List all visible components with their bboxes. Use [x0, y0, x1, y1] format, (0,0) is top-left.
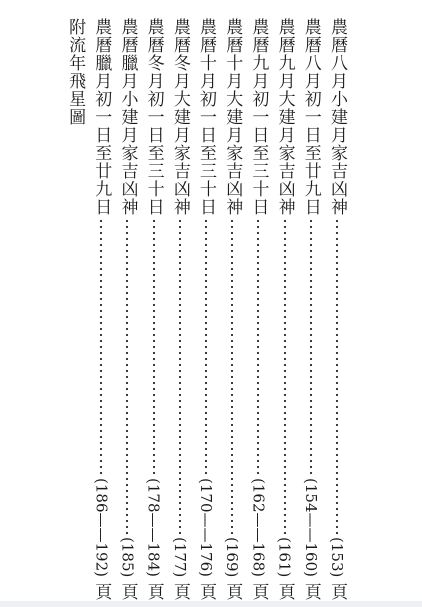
toc-entry [88, 18, 114, 600]
toc-entry [114, 18, 140, 600]
leader-dots [178, 218, 182, 535]
leader-dots [256, 218, 260, 476]
leader-dots [204, 218, 208, 476]
page-suffix: 頁 [300, 583, 321, 600]
entry-page: (177) [170, 536, 189, 577]
entry-page: (186——192) [92, 478, 111, 577]
toc-entry [272, 18, 298, 600]
entry-page: (178——184) [144, 478, 163, 577]
toc-entry [219, 18, 245, 600]
page-suffix: 頁 [274, 583, 295, 600]
toc-entry [193, 18, 219, 600]
leader-dots [283, 218, 287, 535]
page-suffix: 頁 [117, 583, 138, 600]
leader-dots [125, 218, 129, 535]
entry-page: (154——160) [301, 478, 320, 577]
page-suffix: 頁 [248, 583, 269, 600]
page-suffix: 頁 [326, 583, 347, 600]
viewer-bottom-bar [0, 601, 422, 607]
leader-dots [335, 218, 339, 535]
entry-title: 農曆八月初一日至廿九日 [300, 18, 321, 216]
entry-page: (185) [118, 536, 137, 577]
appendix-title: 附流年飛星圖 [65, 18, 86, 126]
leader-dots [230, 218, 234, 535]
entry-page: (161) [275, 536, 294, 577]
entry-title: 農曆十月初一日至三十日 [196, 18, 217, 216]
toc-entry [167, 18, 193, 600]
leader-dots [99, 218, 103, 476]
entry-title: 農曆臘月小建月家吉凶神 [117, 18, 138, 216]
leader-dots [152, 218, 156, 476]
entry-title: 農曆十月大建月家吉凶神 [222, 18, 243, 216]
entry-title: 農曆冬月大建月家吉凶神 [169, 18, 190, 216]
toc-entry [298, 18, 324, 600]
entry-page: (170——176) [197, 478, 216, 577]
page-suffix: 頁 [196, 583, 217, 600]
entry-title: 農曆九月初一日至三十日 [248, 18, 269, 216]
leader-dots [309, 218, 313, 476]
page-suffix: 頁 [169, 583, 190, 600]
page-suffix: 頁 [222, 583, 243, 600]
page-suffix: 頁 [91, 583, 112, 600]
toc-columns [62, 18, 350, 600]
entry-page: (169) [223, 536, 242, 577]
entry-title: 農曆臘月初一日至廿九日 [91, 18, 112, 216]
entry-title: 農曆八月小建月家吉凶神 [326, 18, 347, 216]
appendix-entry [62, 18, 88, 600]
entry-title: 農曆九月大建月家吉凶神 [274, 18, 295, 216]
toc-entry [324, 18, 350, 600]
page-suffix: 頁 [143, 583, 164, 600]
toc-entry [245, 18, 271, 600]
entry-title: 農曆冬月初一日至三十日 [143, 18, 164, 216]
entry-page: (162——168) [249, 478, 268, 577]
toc-entry [141, 18, 167, 600]
entry-page: (153) [327, 536, 346, 577]
